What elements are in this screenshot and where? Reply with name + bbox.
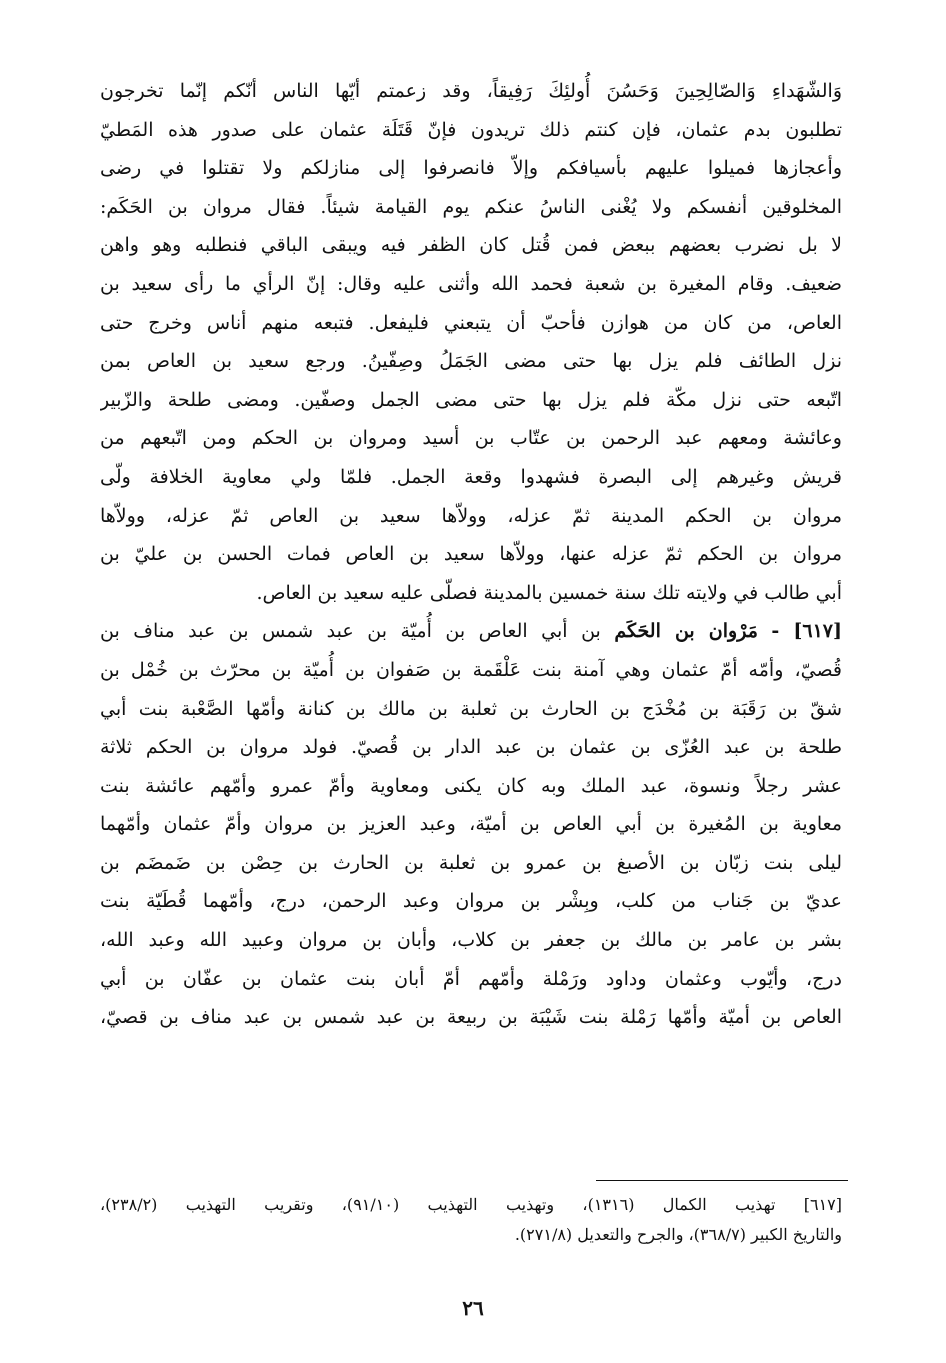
entry-line: بشر بن عامر بن مالك بن جعفر بن كلاب، وأبان بن مروان وعبيد الله وعبد الله، [100, 929, 842, 952]
text-line: مروان بن الحكم ثمّ عزله عنها، وولاّها سعيد بن العاص فمات الحسن بن عليّ بن [100, 543, 842, 566]
text-line: المخلوقين أنفسكم ولا يُغْنى الناسُ عنكم يوم القيامة شيئاً. فقال مروان بن الحَكَم: [100, 195, 842, 218]
entry-number: [٦١٧] - [771, 620, 842, 643]
text-line: مروان بن الحكم المدينة ثمّ عزله، وولاّها سعيد بن العاص ثمّ عزله، وولاّها [100, 504, 842, 527]
entry-line: درج، وأيّوب وعثمان وداود ورَمْلة وأمّهم أمّ أبان بنت عثمان بن عفّان بن أبي [100, 967, 842, 990]
text-line: لا بل نضرب بعضهم ببعض فمن قُتل كان الظفر فيه ويبقى الباقي فنطلبه وهو واهن [100, 234, 842, 257]
entry-name: مَرْوان بن الحَكَم [614, 620, 758, 643]
entry-first-line [100, 612, 842, 651]
text-line: نزل الطائف فلم يزل بها حتى مضى الجَمَلُ وصِفّينُ. ورجع سعيد بن العاص بمن [100, 350, 842, 373]
main-text [100, 72, 842, 1037]
text-line: ضعيف. وقام المغيرة بن شعبة فحمد الله وأثنى عليه وقال: إنّ الرأي ما رأى سعيد بن [100, 272, 842, 295]
footnotes [100, 1190, 842, 1250]
text-line: وَالشّهَداءِ وَالصّالِحِينَ وَحَسُنَ أُولئِكَ رَفِيقاً، وقد زعمتم أيّها الناس أنّكم إنّما تخرجون [100, 80, 842, 102]
entry-line: قُصيّ، وأمّه أمّ عثمان وهي آمنة بنت عَلْقَمة بن صَفوان بن أُميّة بن محرّث بن خُمْل بن [100, 658, 842, 681]
footnote-line: والتاريخ الكبير (٣٦٨/٧)، والجرح والتعديل (٢٧١/٨). [514, 1225, 842, 1244]
entry-line: عديّ بن جَناب من كلب، وبِشْر بن مروان وعبد الرحمن، درج، وأمّهما قُطَيّة بنت [100, 890, 842, 913]
text-line: اتّبعه حتى نزل مكّة فلم يزل بها حتى مضى الجمل وصفّين. ومضى طلحة والزّبير [100, 388, 842, 411]
entry-line: معاوية بن المُغيرة بن أبي العاص بن أميّة، وعبد العزيز بن مروان وأمّ عثمان وأمّهما [100, 813, 842, 836]
entry-first-line-text: بن أبي العاص بن أُميّة بن عبد شمس بن عبد مناف بن [100, 620, 601, 643]
text-line: العاص، من كان من هوازن فأحبّ أن يتبعني فليفعل. فتبعه منهم أناس وخرج حتى [100, 311, 842, 334]
entry-line: العاص بن أميّة وأمّها رَمْلة بنت شَيْبَة بن ربيعة بن عبد شمس بن عبد مناف بن قصيّ، [100, 1006, 842, 1029]
entry-line: طلحة بن عبد العُزّى بن عثمان بن عبد الدار بن قُصيّ. فولد مروان بن الحكم ثلاثة [100, 736, 842, 759]
text-line: وأعجازها فميلوا عليهم بأسيافكم وإلاّ فانصرفوا إلى منازلكم ولا تقتلوا في رضى [100, 157, 842, 180]
entry-line: عشر رجلاً ونسوة، عبد الملك وبه كان يكنى ومعاوية وأمّ عمرو وأمّهم عائشة بنت [100, 774, 842, 797]
footnote-divider [596, 1180, 848, 1181]
text-line: أبي طالب في ولايته تلك سنة خمسين بالمدينة فصلّى عليه سعيد بن العاص. [256, 581, 842, 604]
footnote-line: [٦١٧] تهذيب الكمال (١٣١٦)، وتهذيب التهذيب (٩١/١٠)، وتقريب التهذيب (٢٣٨/٢)، [100, 1195, 842, 1214]
text-line: تطلبون بدم عثمان، فإن كنتم ذلك تريدون فإنّ قَتَلَة عثمان على صدور هذه المَطيّ [100, 118, 842, 141]
text-line: وعائشة ومعهم عبد الرحمن بن عتّاب بن أسيد ومروان بن الحكم ومن اتّبعهم من [100, 427, 842, 450]
entry-line: ليلى بنت زبّان بن الأصبغ بن عمرو بن ثعلبة بن الحارث بن حِصْن بن ضَمضَم بن [100, 851, 842, 874]
entry-line: شقّ بن رَقَبَة بن مُخْدَج بن الحارث بن ثعلبة بن مالك بن كنانة وأمّها الصَّعْبة بنت أبي [100, 697, 842, 720]
text-line: قريش وغيرهم إلى البصرة فشهدوا وقعة الجمل. فلمّا ولي معاوية الخلافة ولّى [100, 465, 842, 488]
page-number: ٢٦ [462, 1296, 484, 1320]
